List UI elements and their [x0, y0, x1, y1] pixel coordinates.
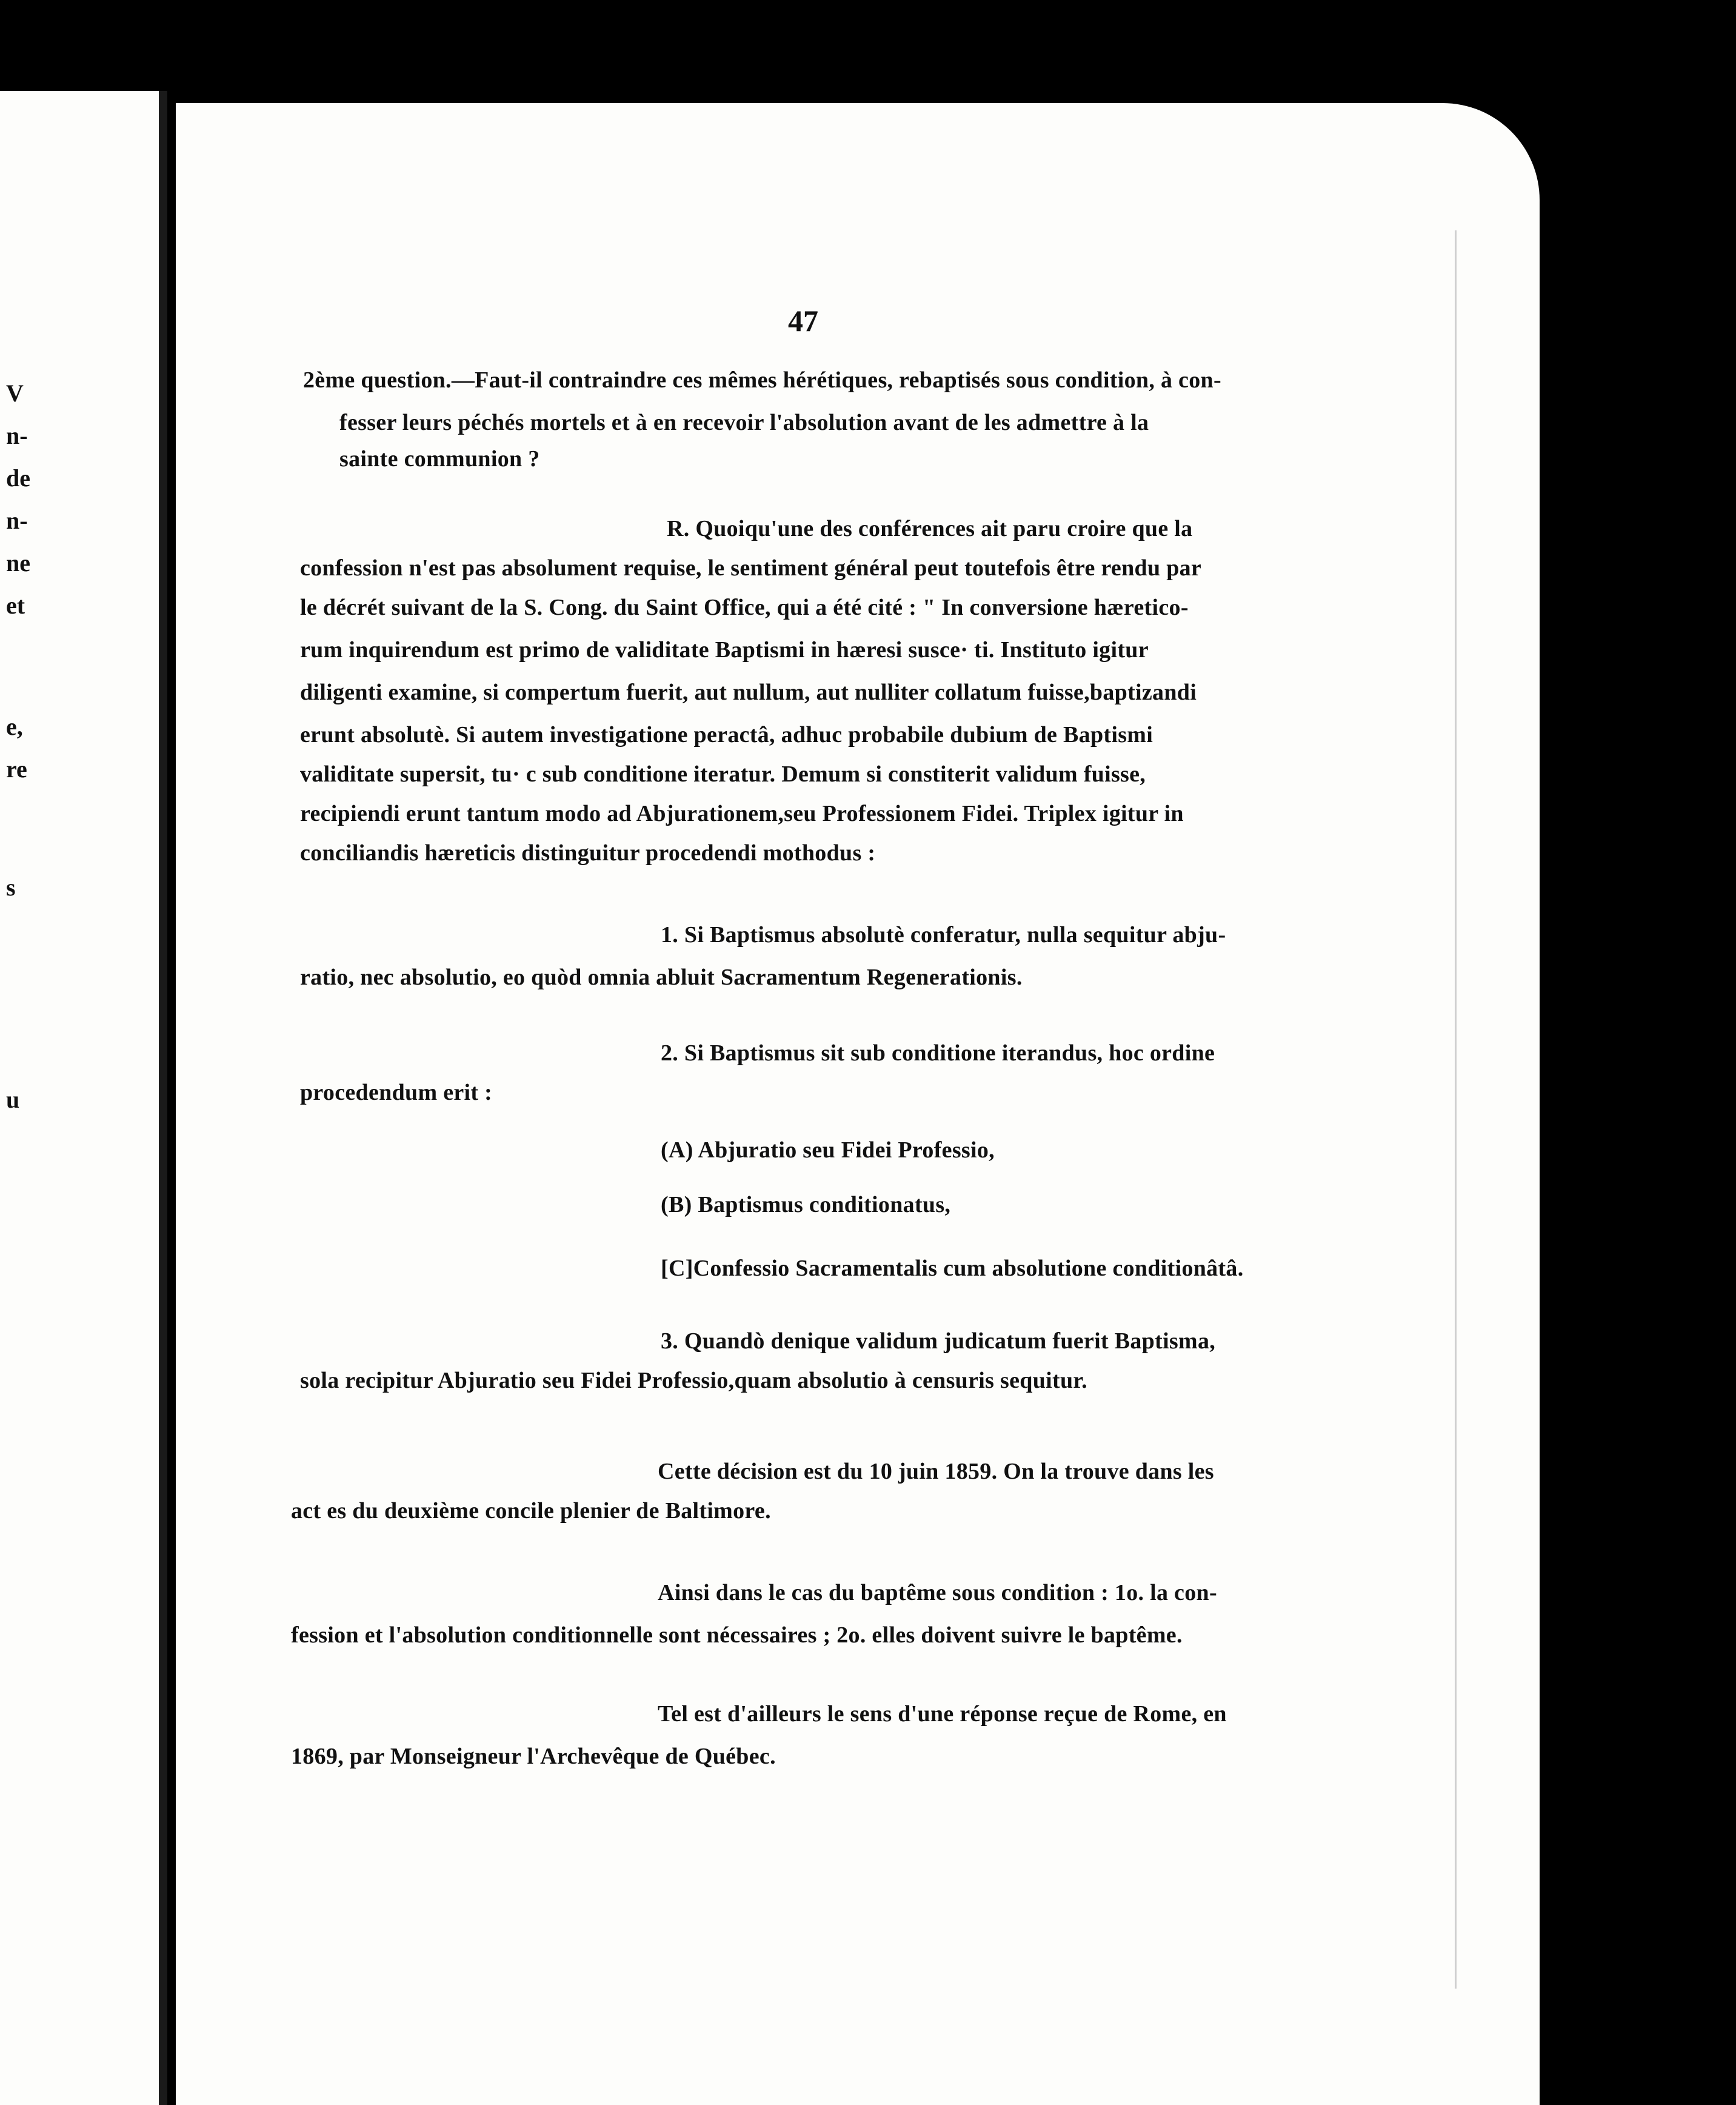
question-line-1: 2ème question.—Faut-il contraindre ces mêmes hérétiques, rebaptisés sous condition, à con- — [303, 367, 1221, 393]
conclusion-line-2: fession et l'absolution conditionnelle sont nécessaires ; 2o. elles doivent suivre le baptême. — [291, 1622, 1183, 1648]
rule-2-step-a: (A) Abjuratio seu Fidei Professio, — [661, 1137, 995, 1163]
answer-line-9: conciliandis hæreticis distinguitur procedendi mothodus : — [300, 840, 876, 866]
left-page-text: n- — [6, 422, 28, 449]
left-page-text: de — [6, 464, 30, 492]
rule-2-line-2: procedendum erit : — [300, 1080, 493, 1105]
left-page-text: V — [6, 380, 24, 407]
decision-line-2: act es du deuxième concile plenier de Baltimore. — [291, 1498, 771, 1524]
answer-line-4: rum inquirendum est primo de validitate Baptismi in hæresi susce· ti. Instituto igitur — [300, 637, 1149, 663]
answer-line-1: R. Quoiqu'une des conférences ait paru croire que la — [667, 516, 1193, 541]
rule-1-line-1: 1. Si Baptismus absolutè conferatur, nulla sequitur abju- — [661, 922, 1226, 948]
answer-line-7: validitate supersit, tu· c sub conditione iteratur. Demum si constiterit validum fuisse, — [300, 761, 1146, 787]
conclusion-line-1: Ainsi dans le cas du baptême sous condition : 1o. la con- — [658, 1580, 1217, 1605]
rule-2-line-1: 2. Si Baptismus sit sub conditione iterandus, hoc ordine — [661, 1040, 1215, 1066]
page-gutter — [159, 91, 167, 2105]
rule-2-step-b: (B) Baptismus conditionatus, — [661, 1192, 951, 1217]
answer-line-3: le décrét suivant de la S. Cong. du Saint Office, qui a été cité : " In conversione hæretico- — [300, 595, 1189, 620]
left-page-text: u — [6, 1086, 20, 1113]
rule-3-line-1: 3. Quandò denique validum judicatum fuerit Baptisma, — [661, 1328, 1216, 1354]
rule-3-line-2: sola recipitur Abjuratio seu Fidei Professio,quam absolutio à censuris sequitur. — [300, 1368, 1087, 1393]
rule-2-step-c: [C]Confessio Sacramentalis cum absolutione conditionâtâ. — [661, 1256, 1244, 1281]
question-line-3: sainte communion ? — [339, 446, 540, 472]
answer-line-8: recipiendi erunt tantum modo ad Abjurationem,seu Professionem Fidei. Triplex igitur in — [300, 801, 1184, 826]
left-page-text: ne — [6, 549, 30, 577]
answer-line-5: diligenti examine, si compertum fuerit, aut nullum, aut nulliter collatum fuisse,baptizandi — [300, 680, 1197, 705]
answer-line-2: confession n'est pas absolument requise, le sentiment général peut toutefois être rendu par — [300, 555, 1202, 581]
question-line-2: fesser leurs péchés mortels et à en recevoir l'absolution avant de les admettre à la — [339, 410, 1149, 435]
left-page-text: re — [6, 755, 27, 783]
left-page-fragment — [0, 91, 164, 2105]
left-page-text: e, — [6, 713, 23, 740]
page-number: 47 — [788, 304, 818, 338]
answer-line-6: erunt absolutè. Si autem investigatione peractâ, adhuc probabile dubium de Baptismi — [300, 722, 1153, 748]
left-page-text: n- — [6, 507, 28, 534]
closing-line-2: 1869, par Monseigneur l'Archevêque de Québec. — [291, 1744, 776, 1769]
left-page-text: et — [6, 592, 25, 619]
left-page-text: s — [6, 874, 16, 901]
closing-line-1: Tel est d'ailleurs le sens d'une réponse reçue de Rome, en — [658, 1701, 1227, 1727]
rule-1-line-2: ratio, nec absolutio, eo quòd omnia abluit Sacramentum Regenerationis. — [300, 965, 1023, 990]
decision-line-1: Cette décision est du 10 juin 1859. On la trouve dans les — [658, 1459, 1214, 1484]
